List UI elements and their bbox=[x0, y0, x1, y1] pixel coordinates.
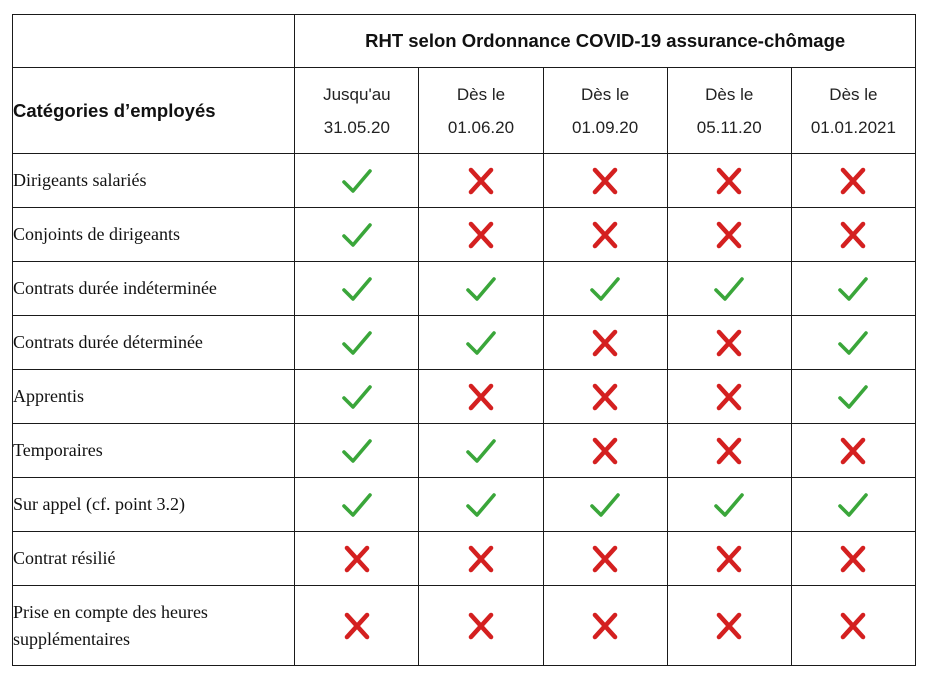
checkmark-icon bbox=[464, 328, 498, 358]
category-label: Dirigeants salariés bbox=[13, 154, 295, 208]
cross-icon bbox=[836, 166, 870, 196]
cross-icon bbox=[464, 220, 498, 250]
status-cell bbox=[667, 532, 791, 586]
checkmark-icon bbox=[340, 328, 374, 358]
cross-icon bbox=[340, 611, 374, 641]
table-row bbox=[13, 208, 916, 262]
status-cell bbox=[419, 208, 543, 262]
status-cell bbox=[667, 208, 791, 262]
checkmark-icon bbox=[340, 274, 374, 304]
status-cell bbox=[543, 532, 667, 586]
cross-icon bbox=[464, 382, 498, 412]
category-label: Temporaires bbox=[13, 424, 295, 478]
checkmark-icon bbox=[836, 274, 870, 304]
status-cell bbox=[419, 154, 543, 208]
category-label: Contrats durée indéterminée bbox=[13, 262, 295, 316]
status-cell bbox=[295, 586, 419, 666]
status-cell bbox=[543, 424, 667, 478]
column-header-row bbox=[13, 68, 916, 154]
status-cell bbox=[419, 262, 543, 316]
checkmark-icon bbox=[340, 220, 374, 250]
cross-icon bbox=[712, 220, 746, 250]
checkmark-icon bbox=[464, 274, 498, 304]
status-cell bbox=[667, 370, 791, 424]
checkmark-icon bbox=[712, 274, 746, 304]
checkmark-icon bbox=[712, 490, 746, 520]
status-cell bbox=[295, 316, 419, 370]
cross-icon bbox=[836, 436, 870, 466]
cross-icon bbox=[836, 220, 870, 250]
status-cell bbox=[667, 586, 791, 666]
table-row bbox=[13, 316, 916, 370]
cross-icon bbox=[712, 544, 746, 574]
cross-icon bbox=[588, 436, 622, 466]
status-cell bbox=[295, 532, 419, 586]
date-column-header: Dès le 05.11.20 bbox=[667, 68, 791, 154]
cross-icon bbox=[588, 382, 622, 412]
cross-icon bbox=[712, 611, 746, 641]
status-cell bbox=[543, 316, 667, 370]
table-row bbox=[13, 586, 916, 666]
cross-icon bbox=[836, 611, 870, 641]
status-cell bbox=[667, 478, 791, 532]
cross-icon bbox=[712, 436, 746, 466]
status-cell bbox=[791, 532, 915, 586]
cross-icon bbox=[464, 544, 498, 574]
category-label: Conjoints de dirigeants bbox=[13, 208, 295, 262]
cross-icon bbox=[464, 166, 498, 196]
status-cell bbox=[667, 316, 791, 370]
status-cell bbox=[543, 262, 667, 316]
table-row bbox=[13, 370, 916, 424]
table-row bbox=[13, 262, 916, 316]
cross-icon bbox=[340, 544, 374, 574]
category-label: Prise en compte des heures supplémentaires bbox=[13, 586, 295, 666]
status-cell bbox=[791, 424, 915, 478]
status-cell bbox=[543, 586, 667, 666]
checkmark-icon bbox=[340, 436, 374, 466]
category-header: Catégories d’employés bbox=[13, 68, 295, 154]
status-cell bbox=[791, 262, 915, 316]
status-cell bbox=[419, 316, 543, 370]
status-cell bbox=[295, 478, 419, 532]
cross-icon bbox=[588, 166, 622, 196]
status-cell bbox=[791, 586, 915, 666]
checkmark-icon bbox=[340, 382, 374, 412]
date-column-header: Dès le 01.06.20 bbox=[419, 68, 543, 154]
status-cell bbox=[419, 586, 543, 666]
checkmark-icon bbox=[464, 436, 498, 466]
status-cell bbox=[543, 208, 667, 262]
cross-icon bbox=[712, 382, 746, 412]
status-cell bbox=[791, 478, 915, 532]
checkmark-icon bbox=[836, 382, 870, 412]
status-cell bbox=[295, 370, 419, 424]
status-cell bbox=[295, 424, 419, 478]
status-cell bbox=[295, 208, 419, 262]
rht-table bbox=[12, 14, 916, 666]
cross-icon bbox=[712, 166, 746, 196]
status-cell bbox=[543, 478, 667, 532]
status-cell bbox=[791, 316, 915, 370]
status-cell bbox=[543, 154, 667, 208]
status-cell bbox=[667, 424, 791, 478]
checkmark-icon bbox=[340, 490, 374, 520]
checkmark-icon bbox=[588, 274, 622, 304]
group-header-row bbox=[13, 15, 916, 68]
date-column-header: Dès le 01.09.20 bbox=[543, 68, 667, 154]
table-row bbox=[13, 532, 916, 586]
status-cell bbox=[295, 262, 419, 316]
table-row bbox=[13, 478, 916, 532]
cross-icon bbox=[712, 328, 746, 358]
checkmark-icon bbox=[588, 490, 622, 520]
category-label: Sur appel (cf. point 3.2) bbox=[13, 478, 295, 532]
category-label: Contrat résilié bbox=[13, 532, 295, 586]
cross-icon bbox=[588, 220, 622, 250]
status-cell bbox=[543, 370, 667, 424]
status-cell bbox=[419, 532, 543, 586]
date-column-header: Dès le 01.01.2021 bbox=[791, 68, 915, 154]
table-row bbox=[13, 424, 916, 478]
status-cell bbox=[419, 478, 543, 532]
status-cell bbox=[667, 262, 791, 316]
cross-icon bbox=[588, 611, 622, 641]
empty-corner-cell bbox=[13, 15, 295, 68]
status-cell bbox=[791, 208, 915, 262]
checkmark-icon bbox=[836, 328, 870, 358]
table-row bbox=[13, 154, 916, 208]
category-label: Apprentis bbox=[13, 370, 295, 424]
status-cell bbox=[295, 154, 419, 208]
checkmark-icon bbox=[464, 490, 498, 520]
status-cell bbox=[667, 154, 791, 208]
status-cell bbox=[791, 154, 915, 208]
checkmark-icon bbox=[836, 490, 870, 520]
cross-icon bbox=[588, 544, 622, 574]
checkmark-icon bbox=[340, 166, 374, 196]
category-label: Contrats durée déterminée bbox=[13, 316, 295, 370]
status-cell bbox=[419, 370, 543, 424]
cross-icon bbox=[464, 611, 498, 641]
date-column-header: Jusqu'au 31.05.20 bbox=[295, 68, 419, 154]
group-header: RHT selon Ordonnance COVID-19 assurance-chômage bbox=[295, 15, 916, 68]
status-cell bbox=[791, 370, 915, 424]
cross-icon bbox=[588, 328, 622, 358]
cross-icon bbox=[836, 544, 870, 574]
status-cell bbox=[419, 424, 543, 478]
